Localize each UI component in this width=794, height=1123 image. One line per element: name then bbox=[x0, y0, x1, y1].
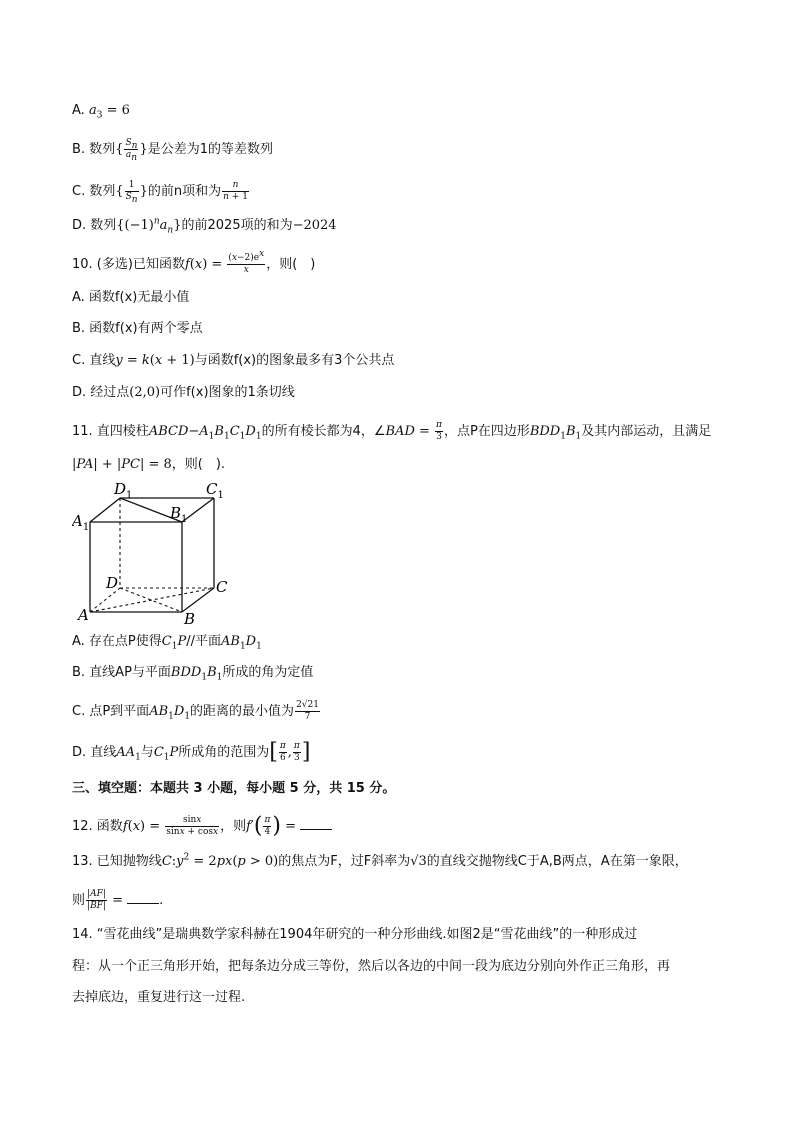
q11-option-b-post: 所成的角为定值 bbox=[222, 665, 314, 680]
q10-stem-suffix: ，则( ) bbox=[266, 257, 316, 272]
q12-stem: 12. 函数f(x) = $\frac{\sin x}{\sin x + \cos x}$ ，则f′( $\frac{\pi}{4}$ ) = bbox=[72, 815, 332, 838]
q11-option-c: C. 点P到平面$AB_1D_1$的距离的最小值为 $\frac{2√21}{7}$ bbox=[72, 700, 319, 722]
q12-answer-blank[interactable] bbox=[300, 817, 332, 830]
label-b: B bbox=[184, 610, 196, 628]
label-a: A bbox=[78, 606, 89, 624]
edge-a1-d1 bbox=[90, 498, 120, 522]
q10-option-c: C. 直线y = k(x + 1)与函数f(x)的图象最多有3个公共点 bbox=[72, 353, 395, 368]
label-d1: $D_1$ bbox=[114, 480, 133, 501]
label-b1: $B_1$ bbox=[170, 504, 188, 525]
q9-option-c-label: C. 数列 bbox=[72, 184, 116, 199]
q10-option-d bbox=[72, 384, 295, 402]
q11-stem1-post: 及其内部运动，且满足 bbox=[581, 424, 712, 439]
section-3-title: 三、填空题：本题共 3 小题，每小题 5 分，共 15 分。 bbox=[72, 781, 396, 796]
q10-stem: 10. (多选)已知函数f(x) = $\frac{(x-2)e^x}{x}$ ，则( ) bbox=[72, 249, 316, 275]
q11-option-b-pre: B. 直线AP与平面 bbox=[72, 665, 171, 680]
q9-option-d: D. 数列$\{(-1)^na_n\}$的前2025项的和为−2024 bbox=[72, 216, 337, 236]
q11-option-d-post: 所成角的范围为 bbox=[178, 745, 270, 760]
q13-line1-mid: 的焦点为F，过F斜率为 bbox=[278, 854, 411, 869]
q9-option-a: A. $a_3 = 6$ bbox=[72, 103, 130, 121]
q10-option-d-pre: D. 经过点 bbox=[72, 385, 130, 400]
q13-line1-pre: 13. 已知抛物线 bbox=[72, 854, 162, 869]
q12-pre: 12. 函数 bbox=[72, 819, 123, 834]
q14-line3: 去掉底边，重复进行这一过程. bbox=[72, 990, 246, 1005]
q11-option-c-pre: C. 点P到平面 bbox=[72, 704, 150, 719]
q10-stem-prefix: 10. (多选)已知函数 bbox=[72, 257, 185, 272]
q13-answer-blank[interactable] bbox=[127, 891, 159, 904]
q11-option-a-pre: A. 存在点P使得 bbox=[72, 634, 162, 649]
q13-line1: 13. 已知抛物线$C:y^2 = 2px(p > 0)$的焦点为F，过F斜率为√3的直线交抛物线C于A,B两点，A在第一象限， bbox=[72, 852, 688, 869]
q9-option-d-label: D. 数列 bbox=[72, 218, 117, 233]
q14-line1: 14. “雪花曲线”是瑞典数学家科赫在1904年研究的一种分形曲线.如图2是“雪花曲线”的一种形成过 bbox=[72, 927, 638, 942]
q10-option-a: A. 函数f(x)无最小值 bbox=[72, 290, 190, 305]
q13-line2: 则 $\frac{|AF|}{|BF|}$ = . bbox=[72, 889, 164, 911]
label-d: D bbox=[106, 574, 119, 592]
q9-option-b: B. 数列{ $\frac{S_n}{a_n}$ }是公差为1的等差数列 bbox=[72, 138, 273, 163]
q10-option-c-pre: C. 直线 bbox=[72, 353, 116, 368]
q13-line2-post: . bbox=[159, 893, 164, 908]
q13-line2-pre: 则 bbox=[72, 893, 86, 908]
q9-option-c: C. 数列{ $\frac{1}{S_n}$ }的前n项和为 $\frac{n}{n + 1}$ bbox=[72, 180, 248, 205]
q9-option-b-label: B. 数列 bbox=[72, 142, 116, 157]
q11-option-a-mid: //平面 bbox=[186, 634, 221, 649]
q13-line1-post: 的直线交抛物线C于A,B两点，A在第一象限， bbox=[426, 854, 688, 869]
q9-option-d-tail: 的前2025项的和为 bbox=[181, 218, 293, 233]
q10-option-c-post: 与函数f(x)的图象最多有3个公共点 bbox=[194, 353, 395, 368]
label-c: C bbox=[216, 578, 228, 596]
prism-figure bbox=[72, 478, 242, 628]
label-a1: $A_1$ bbox=[72, 512, 90, 533]
q10-option-b: B. 函数f(x)有两个零点 bbox=[72, 321, 203, 336]
q14-line2: 程：从一个正三角形开始，把每条边分成三等份，然后以各边的中间一段为底边分别向外作正三角形，再 bbox=[72, 959, 671, 974]
q9-option-b-tail: 是公差为1的等差数列 bbox=[147, 142, 273, 157]
q11-option-c-post: 的距离的最小值为 bbox=[190, 704, 295, 719]
q11-option-d: D. 直线$AA_1$与$C_1P$所成角的范围为[ $\frac{\pi}{6}$ , $\frac{\pi}{3}$ ] bbox=[72, 739, 311, 765]
q9-option-a-label: A. bbox=[72, 103, 85, 118]
q11-stem1-mid2: ，点P在四边形 bbox=[443, 424, 530, 439]
q11-stem1-mid: 的所有棱长都为4，∠ bbox=[261, 424, 386, 439]
q11-stem-line2: |PA| + |PC| = 8，则( ). bbox=[72, 457, 226, 472]
q11-option-d-mid: 与 bbox=[140, 745, 154, 760]
q10-option-d-post: 可作f(x)图象的1条切线 bbox=[160, 385, 295, 400]
q12-mid: ，则 bbox=[220, 819, 247, 834]
q11-stem2: ，则( ). bbox=[171, 457, 226, 472]
q11-option-a: A. 存在点P使得$C_1P//$平面$AB_1D_1$ bbox=[72, 634, 262, 652]
q11-stem1-pre: 11. 直四棱柱 bbox=[72, 424, 149, 439]
q11-option-b: B. 直线AP与平面$BDD_1B_1$所成的角为定值 bbox=[72, 665, 314, 683]
label-c1: $C_1$ bbox=[206, 480, 224, 501]
q9-option-d-value: −2024 bbox=[292, 218, 337, 233]
q9-option-c-tail: 的前n项和为 bbox=[147, 184, 222, 199]
q10-option-d-point: (2,0) bbox=[129, 385, 161, 400]
q11-option-d-pre: D. 直线 bbox=[72, 745, 117, 760]
q11-stem-line1: 11. 直四棱柱$ABCD-A_1B_1C_1D_1$的所有棱长都为4，∠BAD = $\frac{\pi}{3}$ ，点P在四边形$BDD_1B_1$及其内部运动，且满足 bbox=[72, 420, 712, 442]
